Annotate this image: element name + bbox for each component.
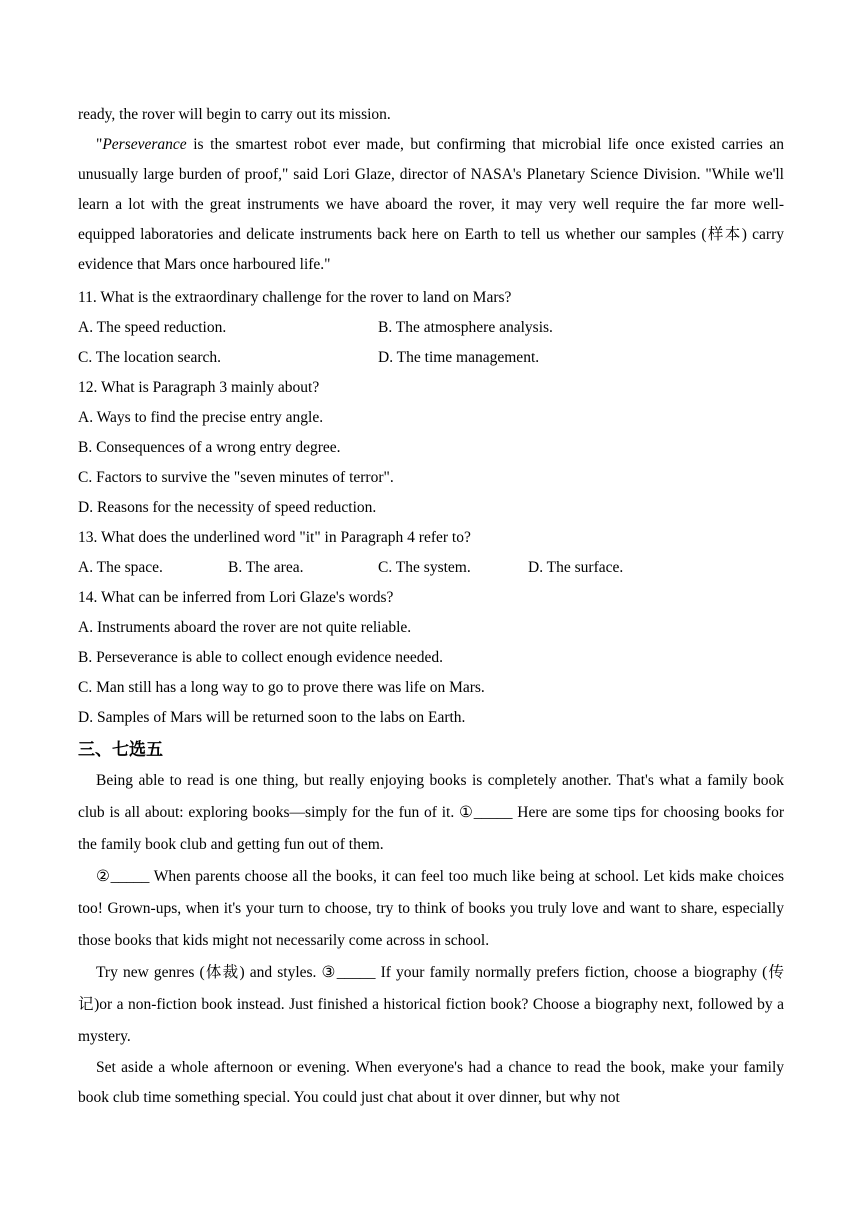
passage-continuation-line: ready, the rover will begin to carry out its mission.: [78, 106, 391, 123]
option-b: B. The area.: [228, 559, 304, 576]
option-a: A. Instruments aboard the rover are not quite reliable.: [78, 619, 412, 636]
option-c: C. Factors to survive the "seven minutes of terror".: [78, 469, 394, 486]
option-c: C. The system.: [378, 559, 471, 576]
section-paragraph-1: Being able to read is one thing, but really enjoying books is completely another. That's what a family book club is all about: exploring books—simply for the fun of it. ①_____ Here are some tips for choosing books for the family book club and getting fun out of them.: [78, 772, 784, 853]
option-b: B. Consequences of a wrong entry degree.: [78, 439, 341, 456]
option-c: C. The location search.: [78, 349, 222, 366]
section-heading: 三、七选五: [78, 740, 163, 760]
question-stem: 12. What is Paragraph 3 mainly about?: [78, 379, 320, 396]
question-11: [78, 283, 784, 373]
question-13: [78, 523, 784, 583]
question-stem: 13. What does the underlined word "it" in Paragraph 4 refer to?: [78, 529, 471, 546]
question-stem: 14. What can be inferred from Lori Glaze's words?: [78, 589, 394, 606]
question-14: [78, 583, 784, 733]
section-paragraph-4: Set aside a whole afternoon or evening. When everyone's had a chance to read the book, make your family book club time something special. You could just chat about it over dinner, but why not: [78, 1059, 784, 1106]
section-paragraph-2: ②_____ When parents choose all the books, it can feel too much like being at school. Let kids make choices too! Grown-ups, when it's your turn to choose, try to think of books you truly love and want to share, especially those books that kids might not necessarily come across in school.: [78, 868, 784, 949]
quote-text: is the smartest robot ever made, but confirming that microbial life once existed carries an unusually large burden of proof," said Lori Glaze, director of NASA's Planetary Science Division. "While we'll learn a lot with the great instruments we have aboard the rover, it may very well require the far more well-equipped laboratories and delicate instruments back here on Earth to tell us whether our samples (样本) carry evidence that Mars once harboured life.": [78, 136, 784, 273]
option-b: B. The atmosphere analysis.: [378, 319, 553, 336]
option-d: D. Reasons for the necessity of speed reduction.: [78, 499, 377, 516]
option-a: A. The space.: [78, 559, 163, 576]
option-d: D. The surface.: [528, 559, 624, 576]
question-stem: 11. What is the extraordinary challenge for the rover to land on Mars?: [78, 289, 512, 306]
section-paragraph-3: Try new genres (体裁) and styles. ③_____ If your family normally prefers fiction, choose a biography (传记)or a non-fiction book instead. Just finished a historical fiction book? Choose a biography next, followed by a mystery.: [78, 964, 784, 1045]
option-b: B. Perseverance is able to collect enough evidence needed.: [78, 649, 443, 666]
document-page: [78, 100, 784, 1113]
option-c: C. Man still has a long way to go to prove there was life on Mars.: [78, 679, 485, 696]
option-d: D. The time management.: [378, 349, 540, 366]
option-a: A. The speed reduction.: [78, 319, 227, 336]
passage-quote-paragraph: "Perseverance is the smartest robot ever made, but confirming that microbial life once existed carries an unusually large burden of proof," said Lori Glaze, director of NASA's Planetary Science Division. "While we'll learn a lot with the great instruments we have aboard the rover, it may very well require the far more well-equipped laboratories and delicate instruments back here on Earth to tell us whether our samples (样本) carry evidence that Mars once harboured life.": [78, 136, 784, 273]
option-d: D. Samples of Mars will be returned soon to the labs on Earth.: [78, 709, 466, 726]
option-a: A. Ways to find the precise entry angle.: [78, 409, 324, 426]
question-12: [78, 373, 784, 523]
rover-name-italic: Perseverance: [102, 136, 187, 153]
